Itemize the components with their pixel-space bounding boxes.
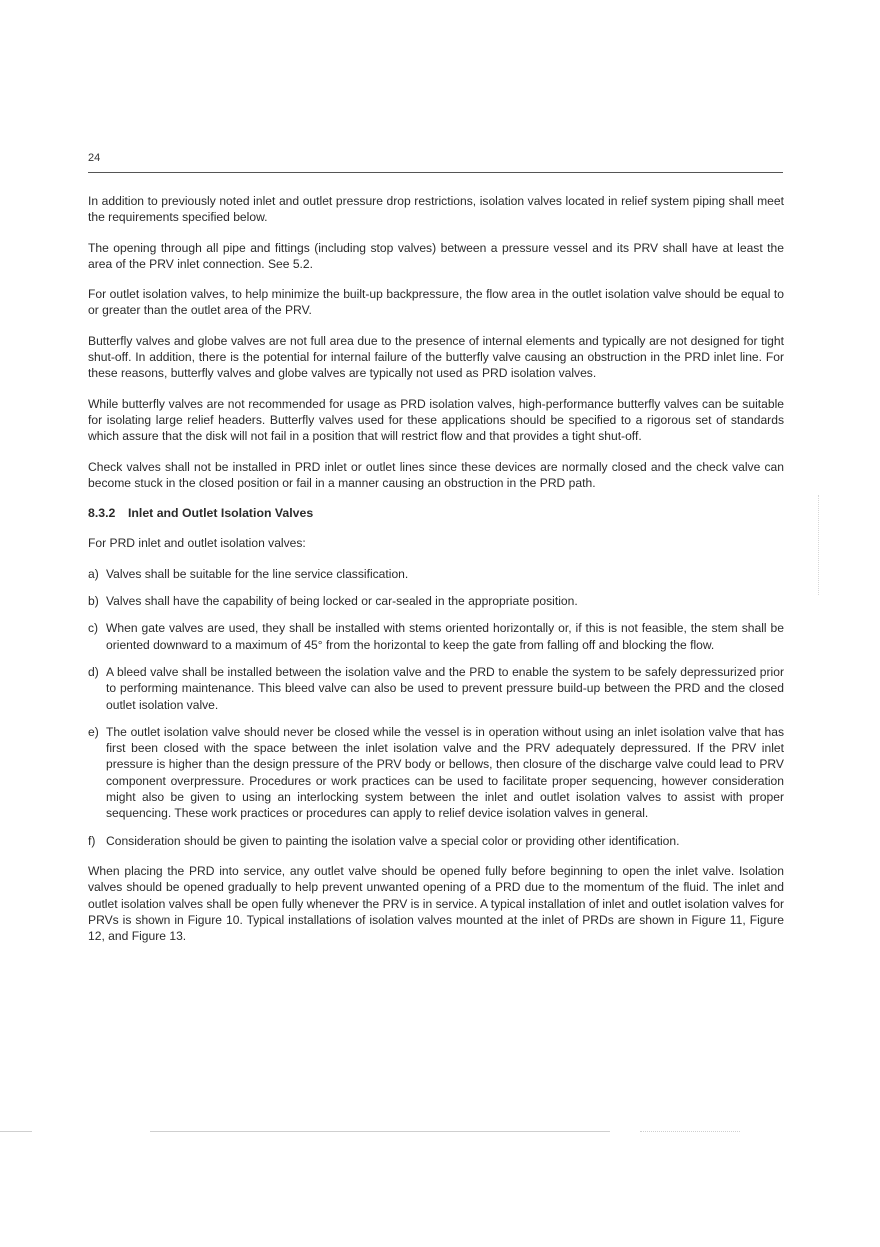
list-item — [88, 833, 784, 849]
list-item — [88, 593, 784, 609]
list-marker: d) — [88, 664, 99, 679]
list-marker: c) — [88, 621, 99, 636]
footer-rule-center — [150, 1131, 610, 1132]
section-heading — [88, 505, 784, 521]
header-divider — [88, 172, 783, 173]
paragraph: The opening through all pipe and fittings (including stop valves) between a pressure vessel and its PRV shall have at least the area of the PRV inlet connection. See 5.2. — [88, 240, 784, 271]
list-marker: f) — [88, 833, 96, 848]
list-marker: b) — [88, 594, 99, 609]
section-title: Inlet and Outlet Isolation Valves — [128, 506, 314, 521]
list-item-text: Valves shall have the capability of being locked or car-sealed in the appropriate position. — [106, 594, 578, 609]
paragraph: Check valves shall not be installed in PRD inlet or outlet lines since these devices are normally closed and the check valve can become stuck in the closed position or fail in a manner causing an obstruction in the PRD path. — [88, 459, 784, 490]
list-item-text: When gate valves are used, they shall be installed with stems oriented horizontally or, if this is not feasible, the stem shall be oriented downward to a maximum of 45° from the horizontal to keep the gate from falling off and blocking the flow. — [106, 621, 784, 652]
scan-margin-marks — [818, 495, 821, 595]
section-lead: For PRD inlet and outlet isolation valves: — [88, 536, 306, 551]
list-item — [88, 664, 784, 713]
paragraph: While butterfly valves are not recommended for usage as PRD isolation valves, high-performance butterfly valves can be suitable for isolating large relief headers. Butterfly valves used for these applications should be specified to a rigorous set of standards which assure that the disk will not fail in a position that will restrict flow and that provides a tight shut-off. — [88, 396, 784, 444]
list-item-text: Valves shall be suitable for the line service classification. — [106, 566, 409, 581]
list-marker: a) — [88, 566, 99, 581]
page-content — [88, 193, 784, 958]
section-number: 8.3.2 — [88, 506, 116, 521]
paragraph: In addition to previously noted inlet and outlet pressure drop restrictions, isolation valves located in relief system piping shall meet the requirements specified below. — [88, 194, 784, 225]
footer-rule-left — [0, 1131, 32, 1132]
requirements-list — [88, 566, 784, 849]
list-marker: e) — [88, 724, 99, 739]
list-item-text: The outlet isolation valve should never be closed while the vessel is in operation without using an inlet isolation valve that has first been closed with the space between the inlet isolation valve and the PRV adequately depressured. If the PRV inlet pressure is higher than the design pressure of the PRV body or bellows, then closure of the discharge valve could lead to PRV component overpressure. Procedures or work practices can be used to facilitate proper sequencing, however consideration might also be given to using an interlocking system between the inlet and outlet isolation valves to assist with proper sequencing. These work practices or procedures can apply to relief device isolation valves in general. — [106, 724, 784, 821]
list-item — [88, 566, 784, 582]
list-item — [88, 620, 784, 653]
list-item-text: A bleed valve shall be installed between the isolation valve and the PRD to enable the system to be safely depressurized prior to performing maintenance. This bleed valve can also be used to prevent pressure build-up between the PRD and the closed outlet isolation valve. — [106, 664, 784, 712]
paragraph: For outlet isolation valves, to help minimize the built-up backpressure, the flow area in the outlet isolation valve should be equal to or greater than the outlet area of the PRV. — [88, 287, 784, 318]
list-item-text: Consideration should be given to painting the isolation valve a special color or providing other identification. — [106, 833, 680, 848]
footer-rule-right — [640, 1131, 740, 1132]
closing-paragraph: When placing the PRD into service, any outlet valve should be opened fully before beginning to open the inlet valve. Isolation valves should be opened gradually to help prevent unwanted opening of a PRD due to the momentum of the fluid. The inlet and outlet isolation valves shall be open fully whenever the PRV is in service. A typical installation of inlet and outlet isolation valves for PRVs is shown in Figure 10. Typical installations of isolation valves mounted at the inlet of PRDs are shown in Figure 11, Figure 12, and Figure 13. — [88, 863, 784, 944]
list-item — [88, 724, 784, 822]
page-number: 24 — [88, 152, 101, 164]
paragraph: Butterfly valves and globe valves are not full area due to the presence of internal elements and typically are not designed for tight shut-off. In addition, there is the potential for internal failure of the butterfly valve causing an obstruction in the PRD inlet line. For these reasons, butterfly valves and globe valves are typically not used as PRD isolation valves. — [88, 333, 784, 381]
